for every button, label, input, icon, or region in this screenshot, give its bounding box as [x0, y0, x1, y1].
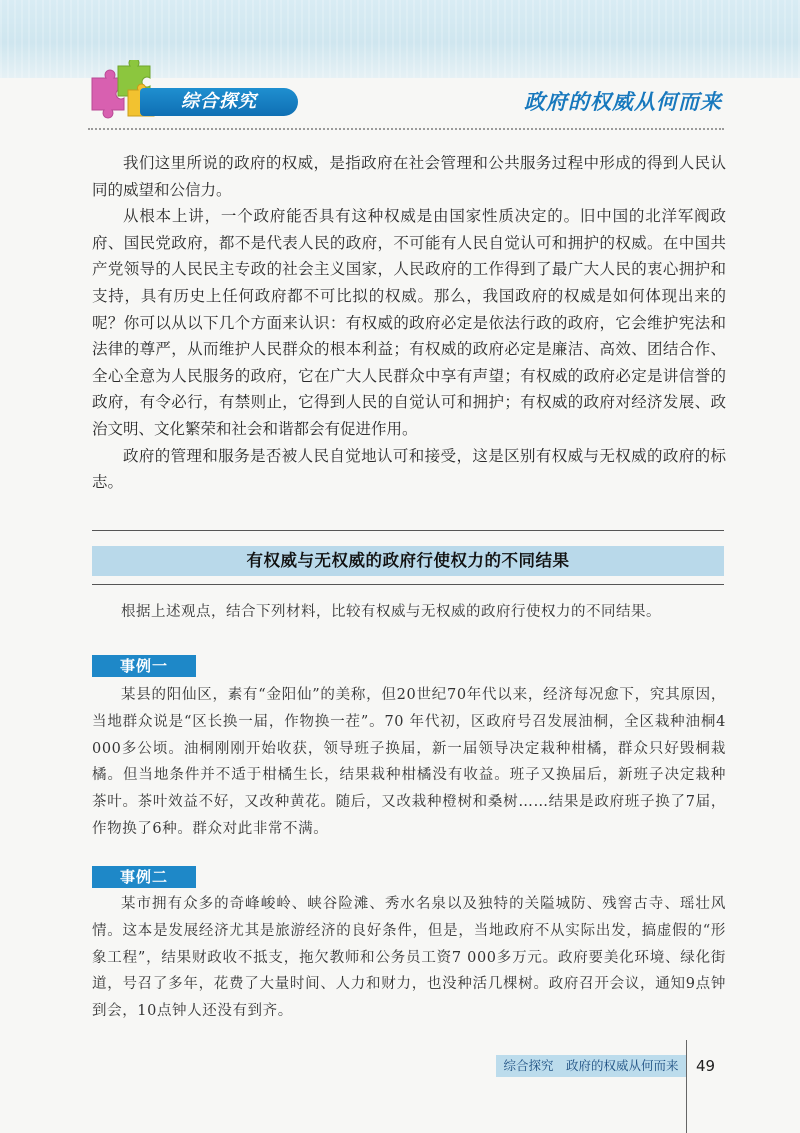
case-two-text: 某市拥有众多的奇峰峻岭、峡谷险滩、秀水名泉以及独特的关隘城防、残窖古寺、瑶壮风情。这本是发展经济尤其是旅游经济的良好条件，但是，当地政府不从实际出发，搞虚假的“形象工程”，结果财政收不抵支，拖欠教师和公务员工资7 000多万元。政府要美化环境、绿化街道，号召了多年，花费了大量时间、人力和财力，也没种活几棵树。政府召开会议，通知9点钟到会，10点钟人还没有到齐。 — [92, 896, 726, 1020]
activity-title: 有权威与无权威的政府行使权力的不同结果 — [92, 546, 724, 576]
page-number: 49 — [696, 1057, 716, 1075]
case-one-text: 某县的阳仙区，素有“金阳仙”的美称，但20世纪70年代以来，经济每况愈下，究其原因，当地群众说是“区长换一届，作物换一茬”。70 年代初，区政府号召发展油桐，全区栽种油桐4 000多公顷。油桐刚刚开始收获，领导班子换届，新一届领导决定栽种柑橘，群众只好毁桐栽橘。但当地条件并不适于柑橘生长，结果栽种柑橘没有收益。班子又换届后，新班子决定栽种茶叶。茶叶效益不好，又改种黄花。随后，又改栽种橙树和桑树……结果是政府班子换了7届，作物换了6种。群众对此非常不满。 — [92, 687, 726, 837]
case-two-label: 事例二 — [92, 866, 196, 888]
activity-instruction: 根据上述观点，结合下列材料，比较有权威与无权威的政府行使权力的不同结果。 — [121, 604, 661, 620]
section-label: 综合探究 — [140, 88, 298, 116]
intro-paragraph: 从根本上讲，一个政府能否具有这种权威是由国家性质决定的。旧中国的北洋军阀政府、国民党政府，都不是代表人民的政府，不可能有人民自觉认可和拥护的权威。在中国共产党领导的人民民主专政的社会主义国家，人民政府的工作得到了最广大人民的衷心拥护和支持，具有历史上任何政府都不可比拟的权威。那么，我国政府的权威是如何体现出来的呢？你可以从以下几个方面来认识：有权威的政府必定是依法行政的政府，它会维护宪法和法律的尊严，从而维护人民群众的根本利益；有权威的政府必定是廉洁、高效、团结合作、全心全意为人民服务的政府，它在广大人民群众中享有声望；有权威的政府必定是讲信誉的政府，有令必行，有禁则止，它得到人民的自觉认可和拥护；有权威的政府对经济发展、政治文明、文化繁荣和社会和谐都会有促进作用。 — [92, 207, 726, 438]
intro-paragraph: 我们这里所说的政府的权威，是指政府在社会管理和公共服务过程中形成的得到人民认同的威望和公信力。 — [92, 154, 726, 199]
intro-text — [92, 150, 726, 496]
case-one-label: 事例一 — [92, 655, 196, 677]
footer-divider — [686, 1040, 687, 1133]
intro-paragraph: 政府的管理和服务是否被人民自觉地认可和接受，这是区别有权威与无权威的政府的标志。 — [92, 446, 726, 492]
dotted-divider — [88, 128, 724, 130]
divider — [92, 530, 724, 531]
running-footer: 综合探究 政府的权威从何而来 — [496, 1055, 686, 1077]
page-title: 政府的权威从何而来 — [524, 90, 722, 114]
divider — [92, 584, 724, 585]
